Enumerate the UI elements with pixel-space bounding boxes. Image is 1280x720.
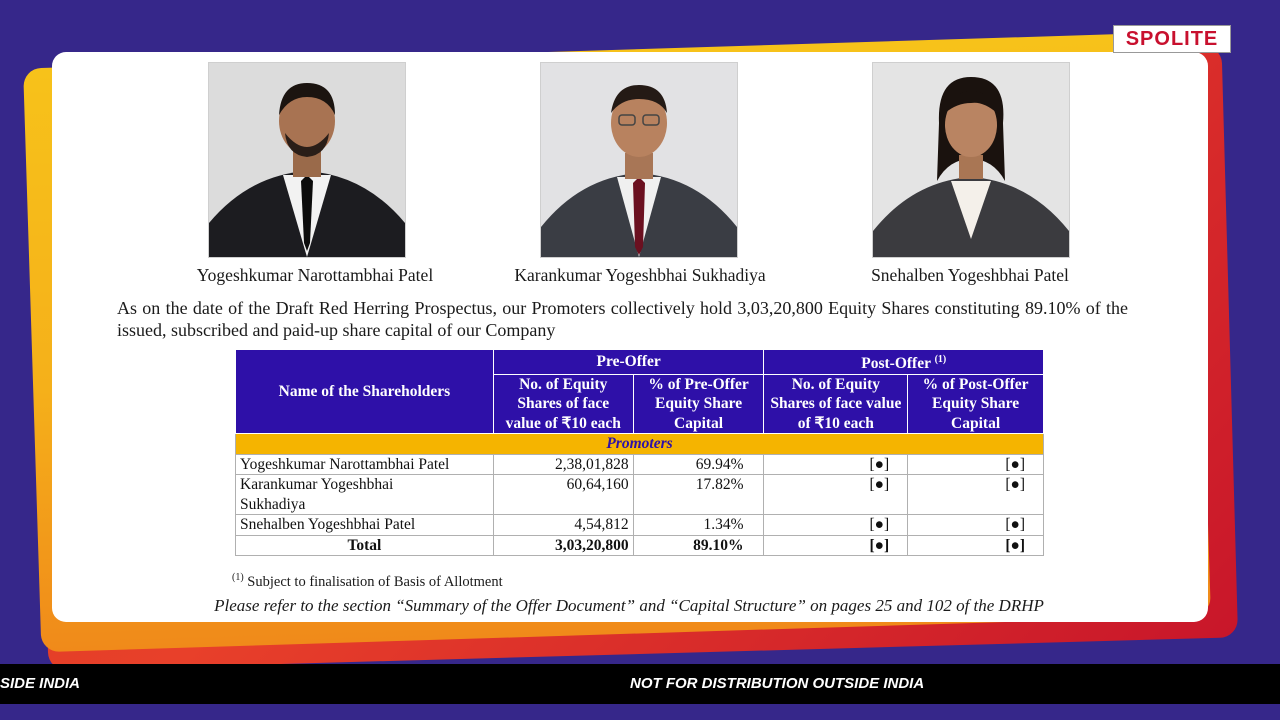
row-name: Snehalben Yogeshbhai Patel xyxy=(236,515,494,536)
row-post-pct: [●] xyxy=(908,475,1044,515)
table-row xyxy=(236,475,1044,515)
total-label: Total xyxy=(236,535,494,556)
shareholding-table xyxy=(235,349,1044,556)
promoter-photo-1 xyxy=(208,62,406,258)
header-post-offer-label: Post-Offer xyxy=(861,355,931,373)
brand-logo-text: SPOLITE xyxy=(1125,27,1219,50)
promoter-name-3: Snehalben Yogeshbhai Patel xyxy=(871,265,1069,285)
ticker-text-left: SIDE INDIA xyxy=(0,675,81,692)
header-pre-pct: % of Pre-Offer Equity Share Capital xyxy=(633,374,764,434)
total-post-shares: [●] xyxy=(764,535,908,556)
header-pre-shares: No. of Equity Shares of face value of ₹10 each xyxy=(493,374,633,434)
table-row xyxy=(236,454,1044,475)
footnote xyxy=(232,572,503,591)
header-post-offer-note: (1) xyxy=(934,354,947,365)
row-pre-shares: 4,54,812 xyxy=(493,515,633,536)
header-post-shares: No. of Equity Shares of face value of ₹10 each xyxy=(764,374,908,434)
promoter-photo-3 xyxy=(872,62,1070,258)
total-pre-pct: 89.10% xyxy=(633,535,764,556)
row-post-shares: [●] xyxy=(764,475,908,515)
header-post-offer xyxy=(764,350,1044,375)
promoter-name-1: Yogeshkumar Narottambhai Patel xyxy=(196,265,434,285)
row-name: Yogeshkumar Narottambhai Patel xyxy=(236,454,494,475)
table-row xyxy=(236,515,1044,536)
intro-paragraph: As on the date of the Draft Red Herring Prospectus, our Promoters collectively hold 3,03,20,800 Equity Shares constituting 89.10% of the issued, subscribed and paid-up share capital of our Company xyxy=(117,298,1128,340)
reference-note: Please refer to the section “Summary of the Offer Document” and “Capital Structure” on pages 25 and 102 of the DRHP xyxy=(214,596,1044,615)
promoter-photo-2 xyxy=(540,62,738,258)
row-name-text: Karankumar Yogeshbhai Sukhadiya xyxy=(240,476,394,513)
row-post-pct: [●] xyxy=(908,515,1044,536)
row-pre-shares: 2,38,01,828 xyxy=(493,454,633,475)
brand-logo xyxy=(1113,25,1231,53)
row-pre-shares: 60,64,160 xyxy=(493,475,633,515)
row-post-shares: [●] xyxy=(764,515,908,536)
header-post-pct: % of Post-Offer Equity Share Capital xyxy=(908,374,1044,434)
row-post-pct: [●] xyxy=(908,454,1044,475)
row-post-shares: [●] xyxy=(764,454,908,475)
footnote-marker: (1) xyxy=(232,572,244,583)
footnote-text: Subject to finalisation of Basis of Allotment xyxy=(247,573,503,590)
row-pre-pct: 69.94% xyxy=(633,454,764,475)
row-pre-pct: 17.82% xyxy=(633,475,764,515)
row-name xyxy=(236,475,494,515)
promoter-name-2: Karankumar Yogeshbhai Sukhadiya xyxy=(514,265,766,285)
row-pre-pct: 1.34% xyxy=(633,515,764,536)
total-pre-shares: 3,03,20,800 xyxy=(493,535,633,556)
header-pre-offer: Pre-Offer xyxy=(493,350,764,375)
total-row xyxy=(236,535,1044,556)
promoters-group-label: Promoters xyxy=(236,434,1044,455)
ticker-text-main: NOT FOR DISTRIBUTION OUTSIDE INDIA xyxy=(630,675,925,692)
header-shareholder-name: Name of the Shareholders xyxy=(236,350,494,434)
total-post-pct: [●] xyxy=(908,535,1044,556)
